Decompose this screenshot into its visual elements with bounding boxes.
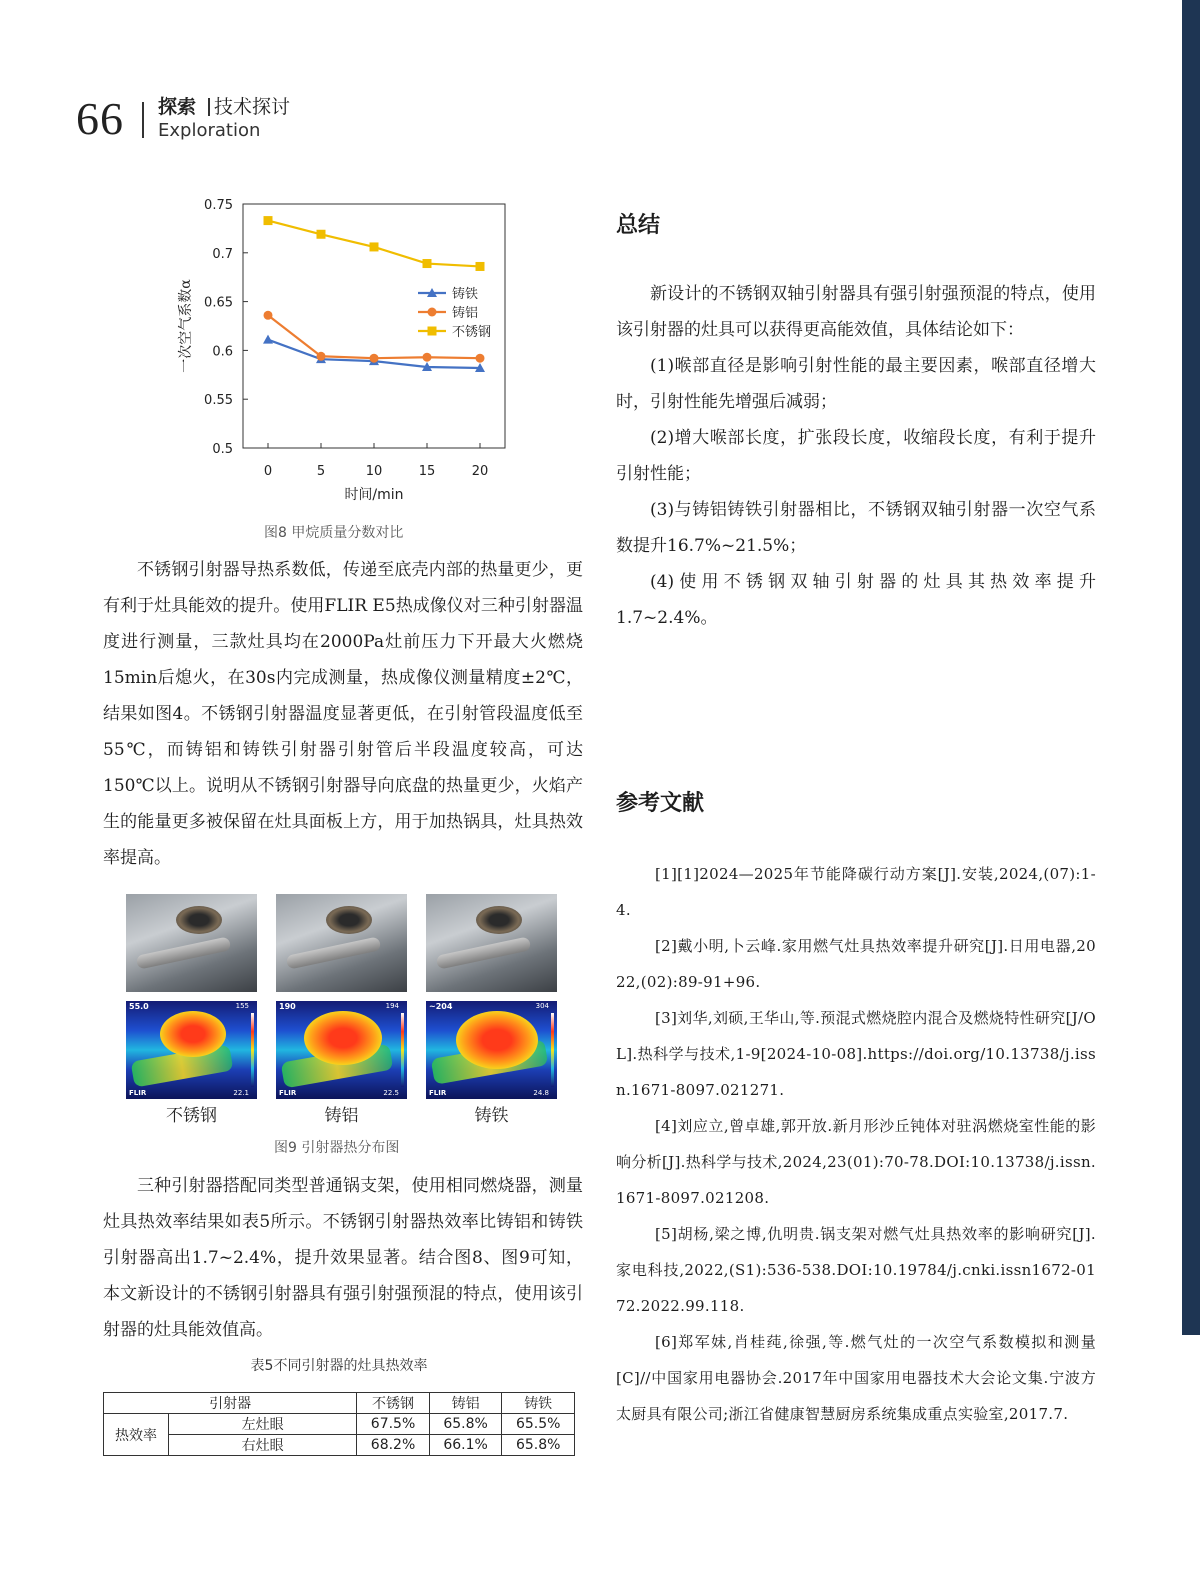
header-divider [142, 102, 144, 138]
references-heading: 参考文献 [616, 791, 705, 816]
thermal-min: 22.5 [383, 1089, 399, 1097]
photo-stainless [126, 894, 257, 992]
body-paragraph-thermal: 不锈钢引射器导热系数低，传递至底壳内部的热量更少，更有利于灶具能效的提升。使用FLIR E5热成像仪对三种引射器温度进行测量，三款灶具均在2000Pa灶前压力下开最大火燃烧15min后熄火，在30s内完成测量，热成像仪测量精度±2℃，结果如图4。不锈钢引射器温度显著更低，在引射管段温度低至55℃，而铸铝和铸铁引射器引射管后半段温度较高，可达150℃以上。说明从不锈钢引射器导向底盘的热量更少，火焰产生的能量更多被保留在灶具面板上方，用于加热锅具，灶具热效率提高。 [103, 560, 583, 868]
thermal-min: 22.1 [233, 1089, 249, 1097]
data-point [476, 354, 485, 363]
x-tick-label: 15 [418, 464, 436, 479]
table-header-row [104, 1393, 575, 1414]
thermal-image-cast-aluminum [276, 1001, 407, 1099]
data-point [264, 311, 273, 320]
data-point [264, 216, 273, 225]
thermal-image-stainless [126, 1001, 257, 1099]
figure8-caption: 图8 甲烷质量分数对比 [264, 525, 404, 541]
thermal-reading: 55.0 [129, 1002, 149, 1011]
table-header-cell: 铸铁 [502, 1393, 575, 1414]
thermal-reading: ~204 [429, 1002, 453, 1011]
table-row-group-label: 热效率 [104, 1414, 169, 1456]
thermal-reading: 190 [279, 1002, 296, 1011]
x-tick-label: 20 [471, 464, 489, 479]
thermal-min: 24.8 [533, 1089, 549, 1097]
reference-item: [4]刘应立,曾卓雄,郭开放.新月形沙丘钝体对驻涡燃烧室性能的影响分析[J].热科学与技术,2024,23(01):70-78.DOI:10.13738/j.issn.1671-8097.021208. [616, 1117, 1096, 1207]
thermal-max: 304 [535, 1002, 549, 1010]
photo-cast-iron [426, 894, 557, 992]
page-number: 66 [76, 93, 124, 144]
summary-intro: 新设计的不锈钢双轴引射器具有强引射强预混的特点，使用该引射器的灶具可以获得更高能效值，具体结论如下： [616, 284, 1096, 340]
x-tick-label: 0 [263, 464, 273, 479]
figure9-caption: 图9 引射器热分布图 [274, 1140, 400, 1156]
reference-item: [2]戴小明,卜云峰.家用燃气灶具热效率提升研究[J].日用电器,2022,(02):89-91+96. [616, 937, 1096, 991]
thermal-max: 194 [385, 1002, 399, 1010]
legend-label: 不锈钢 [452, 325, 492, 340]
reference-item: [1][1]2024—2025年节能降碳行动方案[J].安装,2024,(07):1-4. [616, 865, 1096, 919]
thermal-max: 155 [235, 1002, 249, 1010]
header-section-en: Exploration [158, 120, 261, 141]
y-axis-label: 一次空气系数α [178, 279, 194, 373]
flir-logo: FLIR [429, 1089, 447, 1097]
table-row-label: 左灶眼 [169, 1414, 357, 1435]
reference-item: [6]郑军妹,肖桂莼,徐强,等.燃气灶的一次空气系数模拟和测量[C]//中国家用电器协会.2017年中国家用电器技术大会论文集.宁波方太厨具有限公司;浙江省健康智慧厨房系统集成重点实验室,2017.7. [616, 1333, 1096, 1423]
table-row-label: 右灶眼 [169, 1435, 357, 1456]
data-point [370, 242, 379, 251]
reference-item: [3]刘华,刘硕,王华山,等.预混式燃烧腔内混合及燃烧特性研究[J/OL].热科学与技术,1-9[2024-10-08].https://doi.org/10.13738/j.issn.1671-8097.021271. [616, 1009, 1096, 1099]
data-point [317, 230, 326, 239]
table-cell: 68.2% [357, 1435, 430, 1456]
reference-item: [5]胡杨,梁之博,仇明贵.锅支架对燃气灶具热效率的影响研究[J].家电科技,2022,(S1):536-538.DOI:10.19784/j.cnki.issn1672-0172.2022.99.118. [616, 1225, 1096, 1315]
data-point [476, 262, 485, 271]
data-point [423, 353, 432, 362]
x-tick-label: 5 [316, 464, 326, 479]
table-header-cell: 铸铝 [429, 1393, 502, 1414]
photo-cast-aluminum [276, 894, 407, 992]
table-header-cell: 引射器 [104, 1393, 357, 1414]
body-paragraph-efficiency: 三种引射器搭配同类型普通锅支架，使用相同燃烧器，测量灶具热效率结果如表5所示。不锈钢引射器热效率比铸铝和铸铁引射器高出1.7~2.4%，提升效果显著。结合图8、图9可知，本文新设计的不锈钢引射器具有强引射强预混的特点，使用该引射器的灶具能效值高。 [103, 1176, 583, 1340]
methane-line-chart [175, 190, 515, 510]
summary-point-2: (2)增大喉部长度，扩张段长度，收缩段长度，有利于提升引射性能； [616, 428, 1096, 484]
y-tick-label: 0.7 [212, 246, 233, 262]
y-tick-label: 0.65 [204, 295, 233, 311]
summary-point-4: (4)使用不锈钢双轴引射器的灶具其热效率提升1.7~2.4%。 [616, 572, 1096, 628]
header-column: 技术探讨 [214, 96, 291, 118]
legend-marker [428, 327, 437, 336]
y-tick-label: 0.5 [212, 442, 233, 457]
legend-label: 铸铝 [452, 306, 479, 321]
table-cell: 67.5% [357, 1414, 430, 1435]
data-point [263, 335, 273, 344]
page-edge-bar [1182, 0, 1200, 1335]
photo-label-stainless: 不锈钢 [166, 1106, 217, 1126]
table-cell: 66.1% [429, 1435, 502, 1456]
table5-caption: 表5不同引射器的灶具热效率 [250, 1358, 428, 1374]
header-separator [208, 98, 210, 116]
flir-logo: FLIR [279, 1089, 297, 1097]
data-point [317, 352, 326, 361]
data-point [423, 259, 432, 268]
table-row [104, 1435, 575, 1456]
photo-label-cast-iron: 铸铁 [474, 1106, 509, 1126]
header-title [158, 92, 290, 119]
y-tick-label: 0.75 [204, 198, 233, 213]
x-axis-label: 时间/min [344, 487, 404, 503]
x-tick-label: 10 [365, 464, 383, 479]
reference-list [616, 856, 1096, 1432]
data-point [370, 354, 379, 363]
table-cell: 65.8% [502, 1435, 575, 1456]
table-cell: 65.8% [429, 1414, 502, 1435]
legend-label: 铸铁 [452, 287, 479, 302]
table-header-cell: 不锈钢 [357, 1393, 430, 1414]
header-section: 探索 [158, 96, 197, 118]
efficiency-table [103, 1392, 575, 1456]
summary-heading: 总结 [616, 213, 661, 238]
photo-label-cast-aluminum: 铸铝 [324, 1106, 359, 1126]
thermal-image-cast-iron [426, 1001, 557, 1099]
table-row [104, 1414, 575, 1435]
y-tick-label: 0.6 [212, 344, 233, 360]
y-tick-label: 0.55 [204, 393, 233, 409]
table-cell: 65.5% [502, 1414, 575, 1435]
summary-point-1: (1)喉部直径是影响引射性能的最主要因素，喉部直径增大时，引射性能先增强后减弱； [616, 356, 1096, 412]
flir-logo: FLIR [129, 1089, 147, 1097]
summary-point-3: (3)与铸铝铸铁引射器相比，不锈钢双轴引射器一次空气系数提升16.7%~21.5%； [616, 500, 1096, 556]
legend-marker [428, 308, 437, 317]
